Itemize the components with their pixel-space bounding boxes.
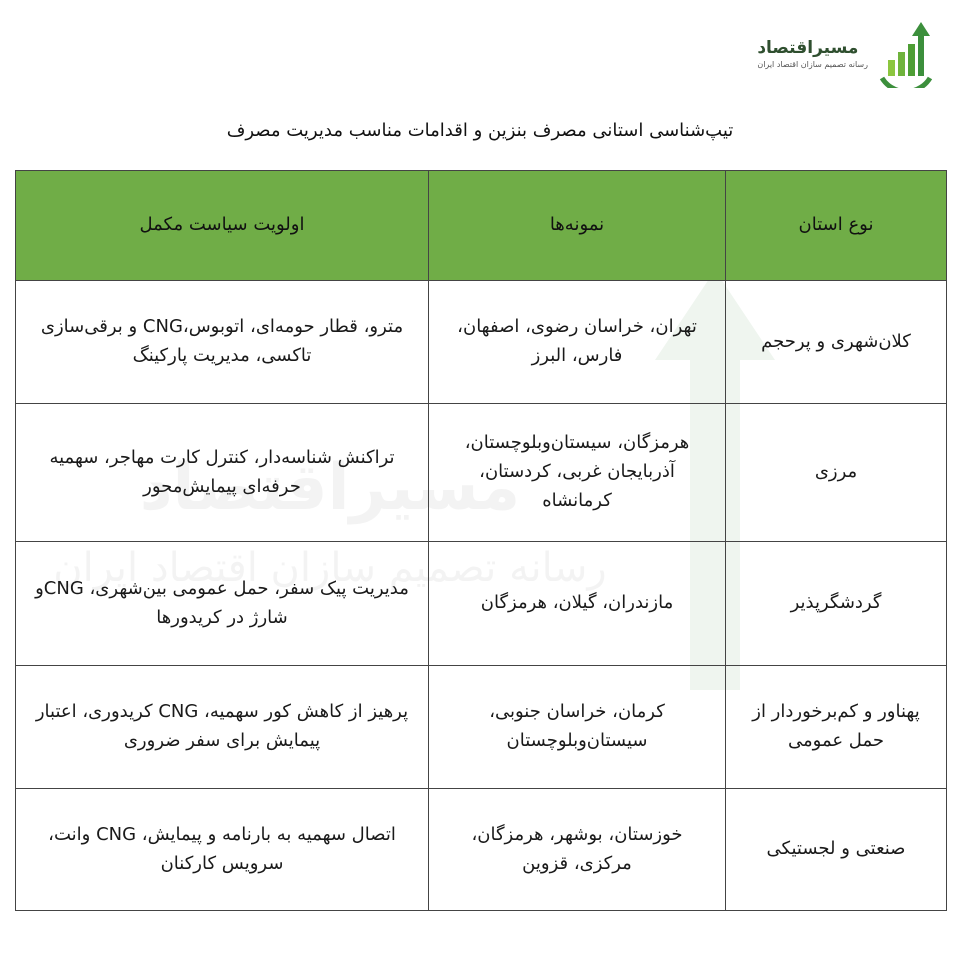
examples-cell: هرمزگان، سیستان‌وبلوچستان، آذربایجان غربی، کردستان، کرمانشاه [429, 404, 726, 542]
header-examples: نمونه‌ها [429, 171, 726, 281]
policy-cell: تراکنش شناسه‌دار، کنترل کارت مهاجر، سهمیه حرفه‌ای پیمایش‌محور [16, 404, 429, 542]
logo-title: مسیراقتصاد [757, 37, 859, 58]
header-policy-priority: اولویت سیاست مکمل [16, 171, 429, 281]
policy-cell: مترو، قطار حومه‌ای، اتوبوس،CNG و برقی‌سازی تاکسی، مدیریت پارکینگ [16, 281, 429, 404]
examples-cell: تهران، خراسان رضوی، اصفهان، فارس، البرز [429, 281, 726, 404]
province-type-cell: گردشگرپذیر [726, 542, 947, 666]
province-type-cell: مرزی [726, 404, 947, 542]
policy-cell: مدیریت پیک سفر، حمل عمومی بین‌شهری، CNGو شارژ در کریدورها [16, 542, 429, 666]
table-row [16, 404, 947, 542]
logo-text [757, 39, 868, 70]
table-header-row [16, 171, 947, 281]
examples-cell: خوزستان، بوشهر، هرمزگان، مرکزی، قزوین [429, 789, 726, 911]
province-type-cell: صنعتی و لجستیکی [726, 789, 947, 911]
policy-cell: اتصال سهمیه به بارنامه و پیمایش، CNG وانت، سرویس کارکنان [16, 789, 429, 911]
table-row [16, 789, 947, 911]
examples-cell: مازندران، گیلان، هرمزگان [429, 542, 726, 666]
growth-bars-icon [874, 20, 938, 88]
page-title: تیپ‌شناسی استانی مصرف بنزین و اقدامات مناسب مدیریت مصرف [226, 120, 734, 141]
table-row [16, 666, 947, 789]
table-row [16, 542, 947, 666]
table-row [16, 281, 947, 404]
province-type-cell: کلان‌شهری و پرحجم [726, 281, 947, 404]
province-policy-table [15, 170, 947, 911]
logo-tagline: رسانه تصمیم سازان اقتصاد ایران [757, 60, 868, 70]
header-province-type: نوع استان [726, 171, 947, 281]
policy-cell: پرهیز از کاهش کور سهمیه، CNG کریدوری، اعتبار پیمایش برای سفر ضروری [16, 666, 429, 789]
province-type-cell: پهناور و کم‌برخوردار از حمل عمومی [726, 666, 947, 789]
brand-logo [757, 18, 938, 90]
examples-cell: کرمان، خراسان جنوبی، سیستان‌وبلوچستان [429, 666, 726, 789]
